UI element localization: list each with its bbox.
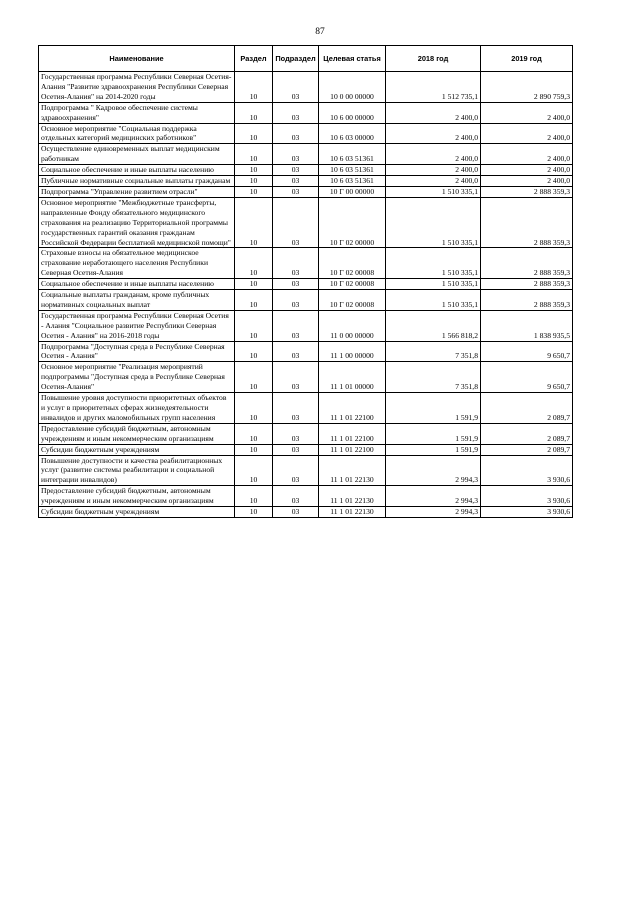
row-section-cell: 10 <box>235 102 273 123</box>
row-target-cell: 11 1 01 22100 <box>319 444 386 455</box>
row-subsection-cell: 03 <box>273 165 319 176</box>
row-target-cell: 11 1 00 00000 <box>319 341 386 362</box>
row-name-cell: Страховые взносы на обязательное медицинское страхование неработающего населения Республики Северная Осетия-Алания <box>39 248 235 279</box>
row-2019-value: 2 888 359,3 <box>481 279 573 290</box>
row-2018-value: 2 400,0 <box>386 176 481 187</box>
table-row <box>39 165 573 176</box>
row-2019-value: 9 650,7 <box>481 341 573 362</box>
row-target-cell: 10 0 00 00000 <box>319 72 386 103</box>
row-2019-value: 2 888 359,3 <box>481 248 573 279</box>
row-target-cell: 10 6 03 51361 <box>319 165 386 176</box>
table-row <box>39 341 573 362</box>
row-name-cell: Субсидии бюджетным учреждениям <box>39 444 235 455</box>
row-target-cell: 10 Г 02 00008 <box>319 290 386 311</box>
row-name-cell: Подпрограмма "Доступная среда в Республике Северная Осетия - Алания" <box>39 341 235 362</box>
row-2018-value: 1 591,9 <box>386 393 481 424</box>
table-row <box>39 102 573 123</box>
row-target-cell: 10 6 03 51361 <box>319 176 386 187</box>
row-section-cell: 10 <box>235 248 273 279</box>
table-row <box>39 197 573 248</box>
table-row <box>39 279 573 290</box>
row-subsection-cell: 03 <box>273 341 319 362</box>
row-2018-value: 1 510 335,1 <box>386 186 481 197</box>
column-header-subsection: Подраздел <box>273 46 319 72</box>
row-subsection-cell: 03 <box>273 507 319 518</box>
column-header-2018: 2018 год <box>386 46 481 72</box>
row-target-cell: 11 1 01 22130 <box>319 455 386 486</box>
row-subsection-cell: 03 <box>273 423 319 444</box>
row-2019-value: 2 890 759,3 <box>481 72 573 103</box>
row-subsection-cell: 03 <box>273 279 319 290</box>
table-row <box>39 290 573 311</box>
row-2018-value: 2 400,0 <box>386 102 481 123</box>
row-name-cell: Публичные нормативные социальные выплаты гражданам <box>39 176 235 187</box>
row-2018-value: 2 994,3 <box>386 486 481 507</box>
row-2019-value: 2 089,7 <box>481 393 573 424</box>
row-2018-value: 2 994,3 <box>386 507 481 518</box>
column-header-target: Целевая статья <box>319 46 386 72</box>
row-name-cell: Государственная программа Республики Северная Осетия - Алания "Социальное развитие Республики Северная Осетия - Алания" на 2016-2018 годы <box>39 310 235 341</box>
row-target-cell: 11 1 01 22130 <box>319 486 386 507</box>
table-row <box>39 248 573 279</box>
row-2019-value: 2 400,0 <box>481 123 573 144</box>
row-2019-value: 2 089,7 <box>481 444 573 455</box>
row-2019-value: 2 400,0 <box>481 144 573 165</box>
row-target-cell: 10 Г 02 00008 <box>319 248 386 279</box>
table-row <box>39 507 573 518</box>
table-row <box>39 444 573 455</box>
row-section-cell: 10 <box>235 72 273 103</box>
row-2018-value: 1 512 735,1 <box>386 72 481 103</box>
row-2018-value: 1 591,9 <box>386 444 481 455</box>
row-name-cell: Подпрограмма " Кадровое обеспечение системы здравоохранения" <box>39 102 235 123</box>
row-section-cell: 10 <box>235 341 273 362</box>
row-section-cell: 10 <box>235 176 273 187</box>
row-2018-value: 1 510 335,1 <box>386 197 481 248</box>
row-2018-value: 1 510 335,1 <box>386 279 481 290</box>
row-target-cell: 10 Г 00 00000 <box>319 186 386 197</box>
row-2018-value: 7 351,8 <box>386 362 481 393</box>
row-name-cell: Социальные выплаты гражданам, кроме публичных нормативных социальных выплат <box>39 290 235 311</box>
row-subsection-cell: 03 <box>273 393 319 424</box>
row-target-cell: 11 1 01 00000 <box>319 362 386 393</box>
row-name-cell: Государственная программа Республики Северная Осетия-Алания "Развитие здравоохранения Республики Северная Осетия-Алания" на 2014-2020 годы <box>39 72 235 103</box>
table-row <box>39 362 573 393</box>
row-2019-value: 2 089,7 <box>481 423 573 444</box>
row-section-cell: 10 <box>235 144 273 165</box>
table-row <box>39 176 573 187</box>
table-row <box>39 123 573 144</box>
row-subsection-cell: 03 <box>273 290 319 311</box>
row-target-cell: 10 6 03 51361 <box>319 144 386 165</box>
row-section-cell: 10 <box>235 310 273 341</box>
row-subsection-cell: 03 <box>273 102 319 123</box>
row-section-cell: 10 <box>235 197 273 248</box>
row-subsection-cell: 03 <box>273 455 319 486</box>
row-2019-value: 2 400,0 <box>481 102 573 123</box>
row-2018-value: 2 400,0 <box>386 123 481 144</box>
row-section-cell: 10 <box>235 393 273 424</box>
row-2019-value: 3 930,6 <box>481 486 573 507</box>
row-2018-value: 2 994,3 <box>386 455 481 486</box>
row-section-cell: 10 <box>235 362 273 393</box>
row-section-cell: 10 <box>235 444 273 455</box>
page-number: 87 <box>315 27 325 37</box>
row-subsection-cell: 03 <box>273 486 319 507</box>
row-name-cell: Основное мероприятие "Социальная поддержка отдельных категорий медицинских работников" <box>39 123 235 144</box>
row-target-cell: 10 Г 02 00000 <box>319 197 386 248</box>
row-section-cell: 10 <box>235 186 273 197</box>
column-header-section: Раздел <box>235 46 273 72</box>
table-row <box>39 144 573 165</box>
row-section-cell: 10 <box>235 423 273 444</box>
row-2018-value: 1 566 818,2 <box>386 310 481 341</box>
row-section-cell: 10 <box>235 507 273 518</box>
row-name-cell: Социальное обеспечение и иные выплаты населению <box>39 279 235 290</box>
row-2019-value: 3 930,6 <box>481 507 573 518</box>
budget-table <box>38 45 573 518</box>
table-row <box>39 72 573 103</box>
table-body <box>39 72 573 518</box>
row-subsection-cell: 03 <box>273 310 319 341</box>
table-row <box>39 186 573 197</box>
row-target-cell: 11 1 01 22130 <box>319 507 386 518</box>
row-name-cell: Социальное обеспечение и иные выплаты населению <box>39 165 235 176</box>
row-name-cell: Предоставление субсидий бюджетным, автономным учреждениям и иным некоммерческим организациям <box>39 423 235 444</box>
row-section-cell: 10 <box>235 165 273 176</box>
row-2018-value: 2 400,0 <box>386 144 481 165</box>
column-header-name: Наименование <box>39 46 235 72</box>
row-subsection-cell: 03 <box>273 186 319 197</box>
row-section-cell: 10 <box>235 123 273 144</box>
row-subsection-cell: 03 <box>273 144 319 165</box>
row-2019-value: 2 888 359,3 <box>481 290 573 311</box>
row-section-cell: 10 <box>235 486 273 507</box>
row-name-cell: Предоставление субсидий бюджетным, автономным учреждениям и иным некоммерческим организациям <box>39 486 235 507</box>
row-name-cell: Субсидии бюджетным учреждениям <box>39 507 235 518</box>
row-subsection-cell: 03 <box>273 362 319 393</box>
row-target-cell: 11 0 00 00000 <box>319 310 386 341</box>
row-target-cell: 10 Г 02 00008 <box>319 279 386 290</box>
row-section-cell: 10 <box>235 279 273 290</box>
row-subsection-cell: 03 <box>273 176 319 187</box>
row-2019-value: 2 400,0 <box>481 176 573 187</box>
row-2019-value: 2 888 359,3 <box>481 186 573 197</box>
table-row <box>39 486 573 507</box>
table-row <box>39 423 573 444</box>
row-target-cell: 10 6 03 00000 <box>319 123 386 144</box>
row-subsection-cell: 03 <box>273 197 319 248</box>
row-2019-value: 2 888 359,3 <box>481 197 573 248</box>
row-2018-value: 1 591,9 <box>386 423 481 444</box>
row-target-cell: 11 1 01 22100 <box>319 393 386 424</box>
row-2018-value: 7 351,8 <box>386 341 481 362</box>
row-target-cell: 10 6 00 00000 <box>319 102 386 123</box>
table-header-row <box>39 46 573 72</box>
column-header-2019: 2019 год <box>481 46 573 72</box>
table-row <box>39 310 573 341</box>
row-2019-value: 1 838 935,5 <box>481 310 573 341</box>
row-2018-value: 2 400,0 <box>386 165 481 176</box>
row-name-cell: Повышение доступности и качества реабилитационных услуг (развитие системы реабилитации и социальной интеграции инвалидов) <box>39 455 235 486</box>
row-subsection-cell: 03 <box>273 123 319 144</box>
row-section-cell: 10 <box>235 455 273 486</box>
row-name-cell: Осуществление единовременных выплат медицинским работникам <box>39 144 235 165</box>
row-2019-value: 3 930,6 <box>481 455 573 486</box>
row-name-cell: Основное мероприятие "Реализация мероприятий подпрограммы "Доступная среда в Республике Северная Осетия-Алания" <box>39 362 235 393</box>
table-row <box>39 455 573 486</box>
row-2018-value: 1 510 335,1 <box>386 290 481 311</box>
table-row <box>39 393 573 424</box>
row-name-cell: Повышение уровня доступности приоритетных объектов и услуг в приоритетных сферах жизнедеятельности инвалидов и других маломобильных групп населения <box>39 393 235 424</box>
row-name-cell: Основное мероприятие "Межбюджетные трансферты, направленные Фонду обязательного медицинского страхования на реализацию Территориальной программы государственных гарантий оказания гражданам Российской Федерации бесплатной медицинской помощи" <box>39 197 235 248</box>
row-subsection-cell: 03 <box>273 444 319 455</box>
row-2019-value: 2 400,0 <box>481 165 573 176</box>
row-subsection-cell: 03 <box>273 248 319 279</box>
row-subsection-cell: 03 <box>273 72 319 103</box>
row-section-cell: 10 <box>235 290 273 311</box>
row-2019-value: 9 650,7 <box>481 362 573 393</box>
row-name-cell: Подпрограмма "Управление развитием отрасли" <box>39 186 235 197</box>
row-2018-value: 1 510 335,1 <box>386 248 481 279</box>
row-target-cell: 11 1 01 22100 <box>319 423 386 444</box>
